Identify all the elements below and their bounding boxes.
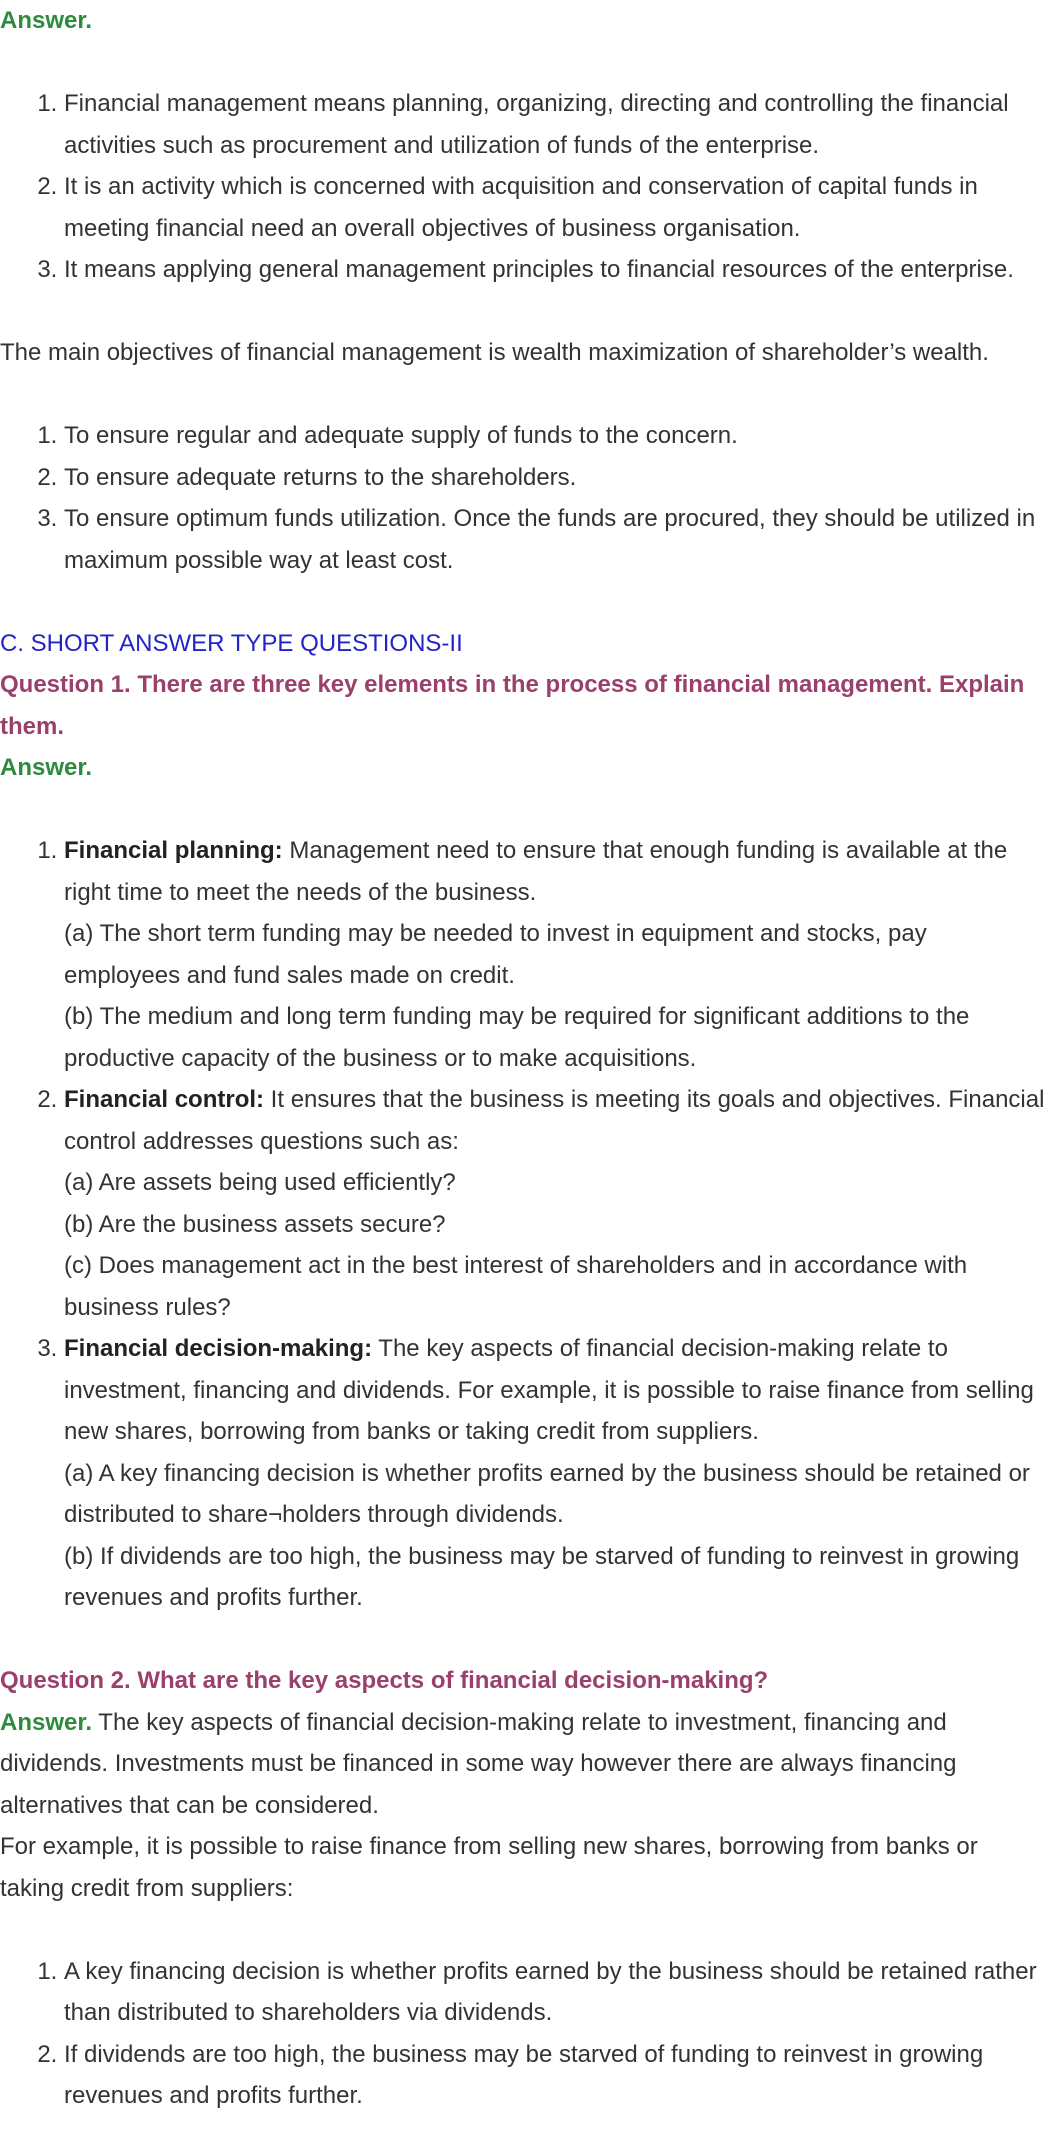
sub-point: (b) If dividends are too high, the business may be starved of funding to reinvest in growing revenues and profits further. (64, 1542, 1020, 1611)
definition-list (0, 83, 1046, 291)
list-item (64, 1079, 1046, 1328)
list-item: 2. If dividends are too high, the business may be starved of funding to reinvest in growing revenues and profits further. (64, 2034, 1046, 2117)
item-text: It ensures that the business is meeting its goals and objectives. Financial control addresses questions such as: (64, 1086, 1045, 1155)
sub-point: (c) Does management act in the best interest of shareholders and in accordance with business rules? (64, 1252, 968, 1321)
answer-label: Answer. (0, 754, 93, 781)
answer-label: Answer. (0, 1708, 93, 1736)
list-item: 1. Financial management means planning, organizing, directing and controlling the financial activities such as procurement and utilization of funds of the enterprise. (64, 83, 1046, 166)
answer-label: Answer. (0, 7, 93, 34)
list-item: 2. To ensure adequate returns to the shareholders. (64, 457, 1046, 499)
list-item: 1. A key financing decision is whether profits earned by the business should be retained rather than distributed to shareholders via dividends. (64, 1951, 1046, 2034)
sub-point: (a) Are assets being used efficiently? (64, 1169, 456, 1196)
answer-text: The key aspects of financial decision-making relate to investment, financing and dividends. Investments must be financed in some way however there are always financing alternatives that can be considered. (0, 1708, 957, 1819)
term-label: Financial decision-making: (64, 1335, 373, 1362)
item-text: The key aspects of financial decision-making relate to investment, financing and dividends. For example, it is possible to raise finance from selling new shares, borrowing from banks or taking credit from suppliers. (64, 1335, 1034, 1445)
list-item: 3. It means applying general management principles to financial resources of the enterprise. (64, 249, 1046, 291)
key-elements-list (0, 830, 1046, 1619)
spacer (0, 42, 1046, 84)
question-2: Question 2. What are the key aspects of financial decision-making? (0, 1667, 769, 1694)
spacer (0, 789, 1046, 831)
list-item: 1. To ensure regular and adequate supply of funds to the concern. (64, 415, 1046, 457)
sub-point: (b) The medium and long term funding may be required for significant additions to the productive capacity of the business or to make acquisitions. (64, 1003, 970, 1072)
answer-paragraph (0, 1702, 1046, 1827)
financing-decision-list (0, 1951, 1046, 2117)
item-text: Management need to ensure that enough funding is available at the right time to meet the needs of the business. (64, 837, 1008, 906)
sub-point: (a) A key financing decision is whether profits earned by the business should be retained or distributed to share¬holders through dividends. (64, 1459, 1030, 1528)
section-heading: C. SHORT ANSWER TYPE QUESTIONS-II (0, 629, 463, 657)
question-1: Question 1. There are three key elements in the process of financial management. Explain them. (0, 671, 1025, 740)
term-label: Financial control: (64, 1086, 265, 1113)
list-item: 2. It is an activity which is concerned with acquisition and conservation of capital funds in meeting financial need an overall objectives of business organisation. (64, 166, 1046, 249)
list-item: 3. To ensure optimum funds utilization. Once the funds are procured, they should be utilized in maximum possible way at least cost. (64, 498, 1046, 581)
list-item (64, 1328, 1046, 1619)
term-label: Financial planning: (64, 837, 283, 864)
objectives-list (0, 415, 1046, 581)
sub-point: (b) Are the business assets secure? (64, 1210, 446, 1238)
example-paragraph: For example, it is possible to raise finance from selling new shares, borrowing from banks or taking credit from suppliers: (0, 1833, 978, 1902)
list-item (64, 830, 1046, 1079)
objectives-paragraph: The main objectives of financial management is wealth maximization of shareholder’s wealth. (0, 339, 989, 366)
sub-point: (a) The short term funding may be needed to invest in equipment and stocks, pay employees and fund sales made on credit. (64, 920, 927, 989)
